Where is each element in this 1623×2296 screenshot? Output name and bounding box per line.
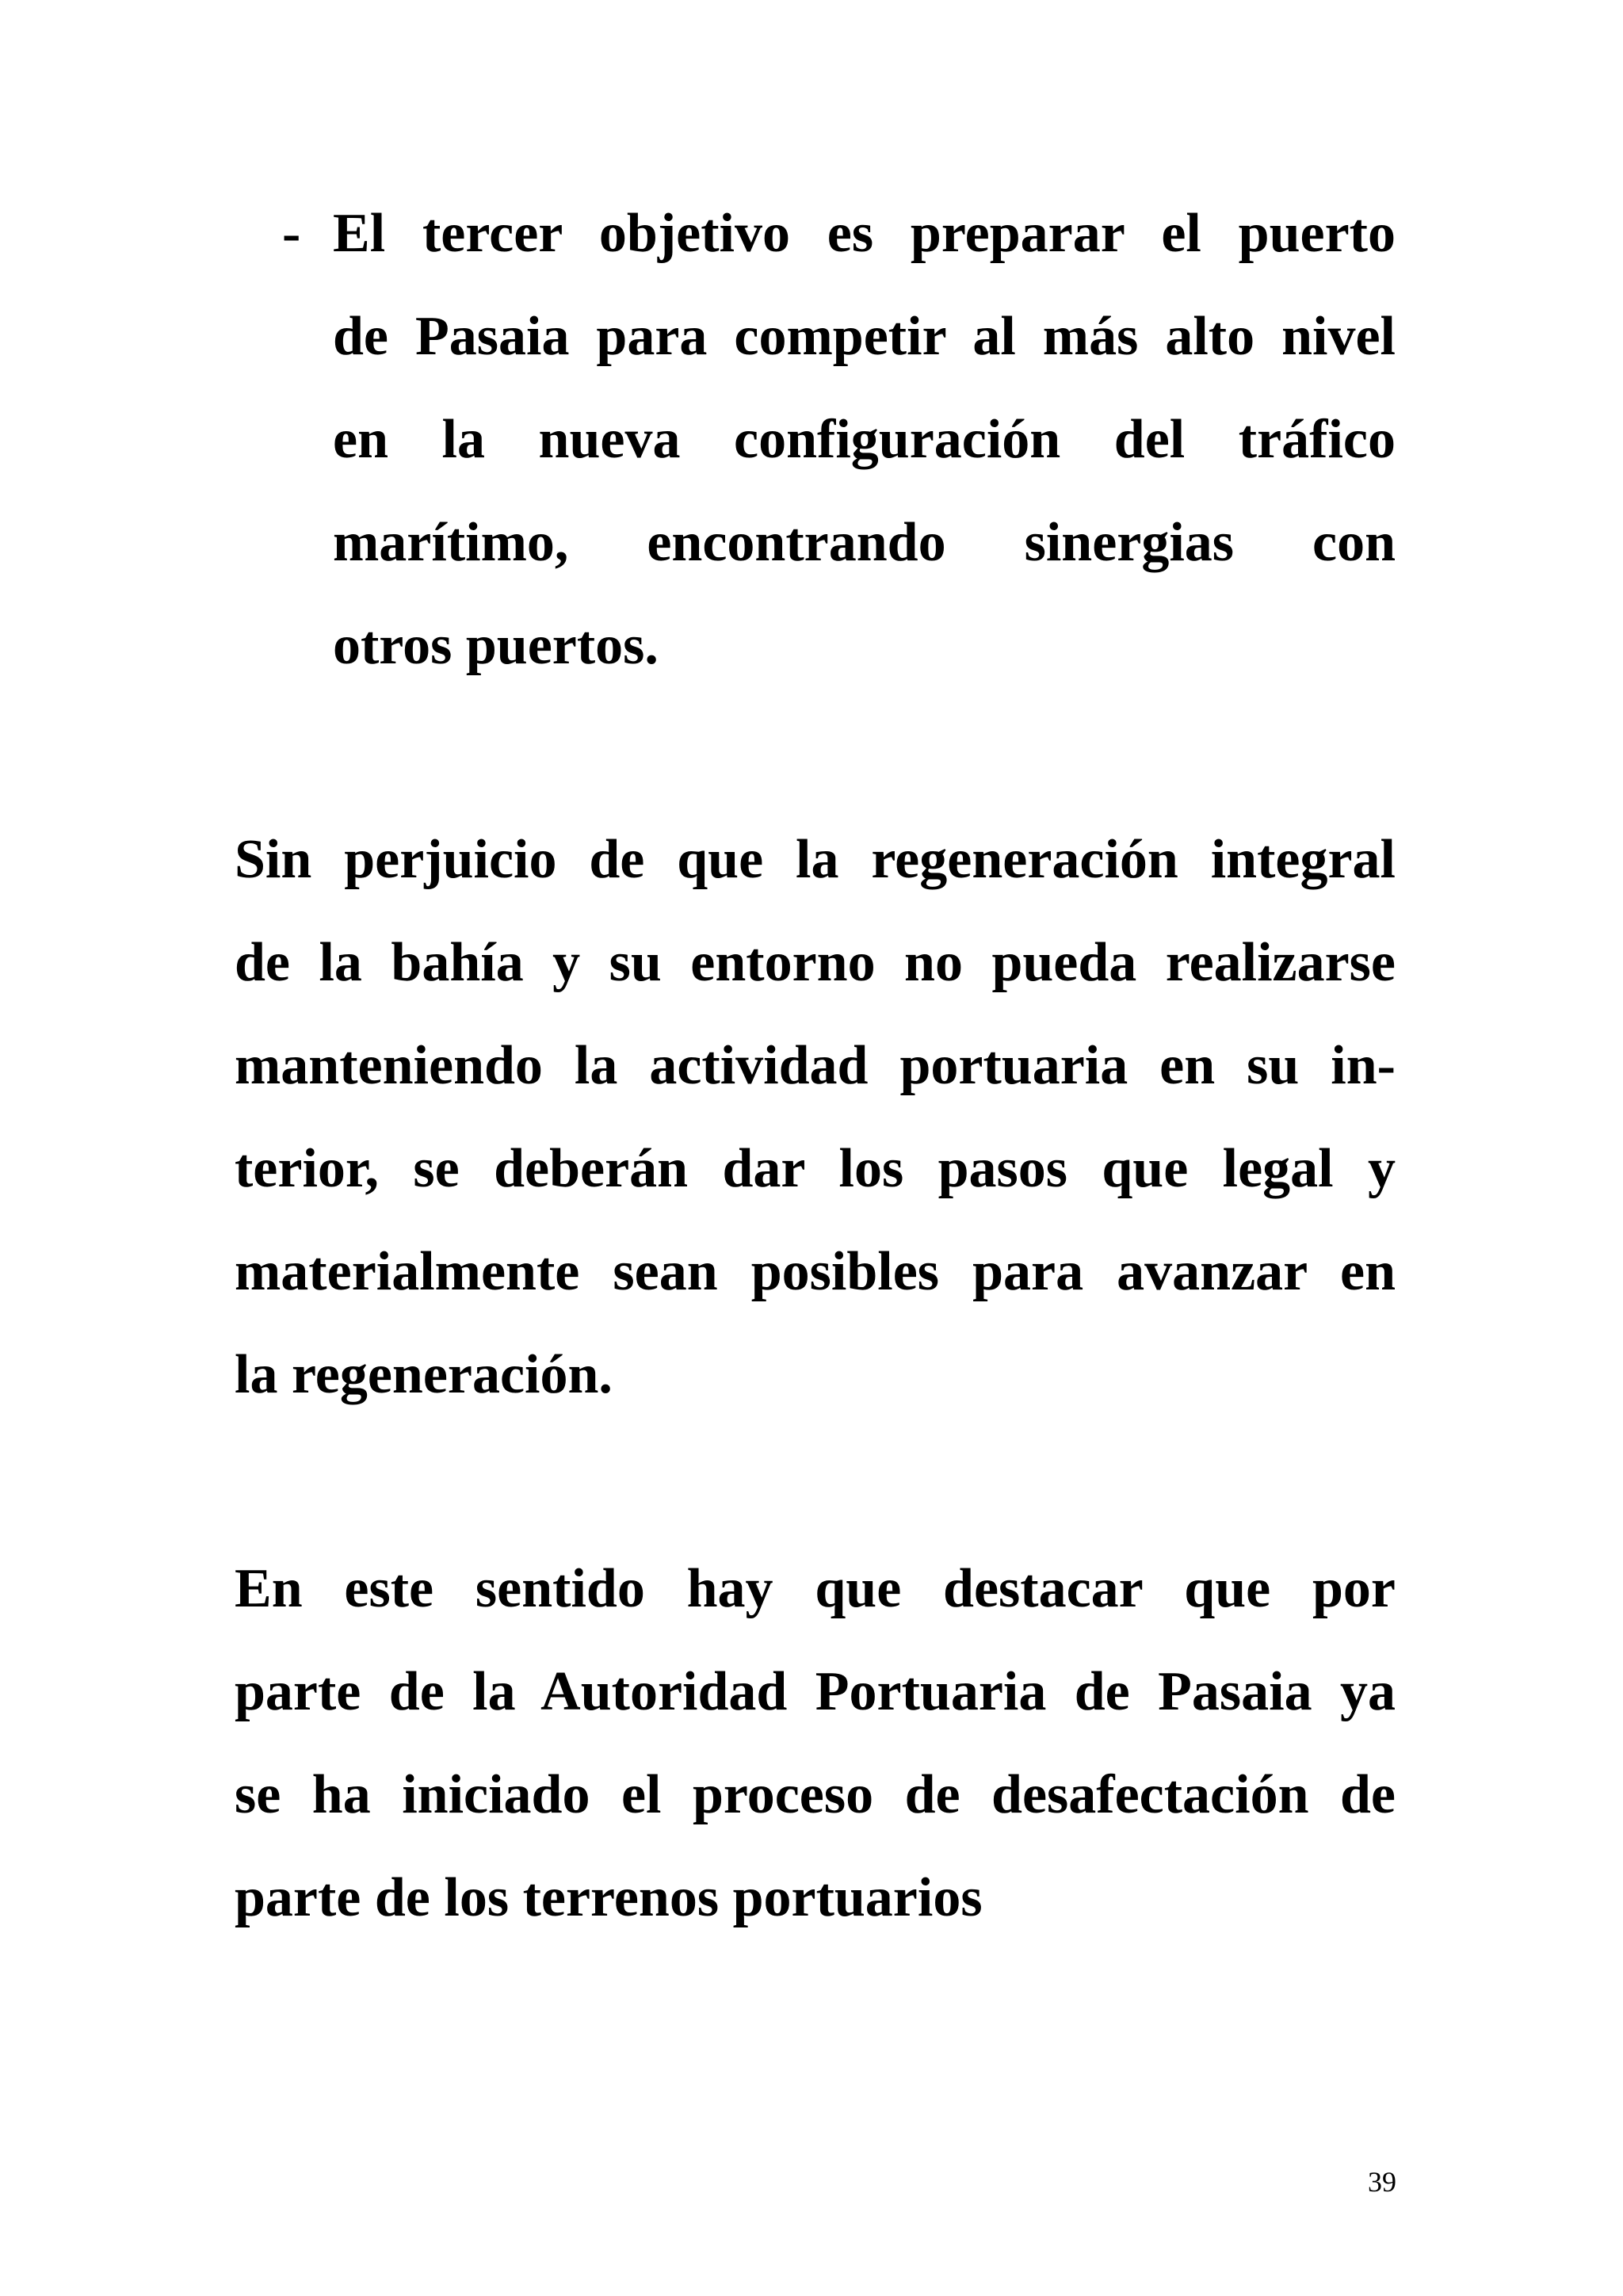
paragraph-line: terior, se deberán dar los pasos que legal y	[235, 1138, 1396, 1199]
bullet-line: en la nueva configuración del tráfico	[333, 409, 1396, 470]
paragraph-line: la regeneración.	[235, 1344, 613, 1405]
paragraph-line: manteniendo la actividad portuaria en su in-	[235, 1035, 1396, 1096]
paragraph-line: parte de la Autoridad Portuaria de Pasaia ya	[235, 1661, 1396, 1722]
paragraph-2	[235, 1538, 1396, 1950]
bullet-text	[333, 182, 1396, 697]
paragraph-line: Sin perjuicio de que la regeneración integral	[235, 829, 1396, 890]
paragraph-line: materialmente sean posibles para avanzar en	[235, 1241, 1396, 1302]
paragraph-line: En este sentido hay que destacar que por	[235, 1558, 1396, 1619]
paragraph-line: parte de los terrenos portuarios	[235, 1867, 983, 1928]
bullet-line: de Pasaia para competir al más alto nivel	[333, 306, 1396, 367]
page-number: 39	[1368, 2166, 1396, 2198]
bullet-line: otros puertos.	[333, 615, 659, 676]
paragraph-line: de la bahía y su entorno no pueda realizarse	[235, 932, 1396, 993]
bullet-line: El tercer objetivo es preparar el puerto	[333, 203, 1396, 264]
bullet-line: marítimo, encontrando sinergias con	[333, 512, 1396, 573]
paragraph-line: se ha iniciado el proceso de desafectación de	[235, 1764, 1396, 1825]
bullet-marker: -	[282, 203, 301, 264]
paragraph-1	[235, 808, 1396, 1427]
